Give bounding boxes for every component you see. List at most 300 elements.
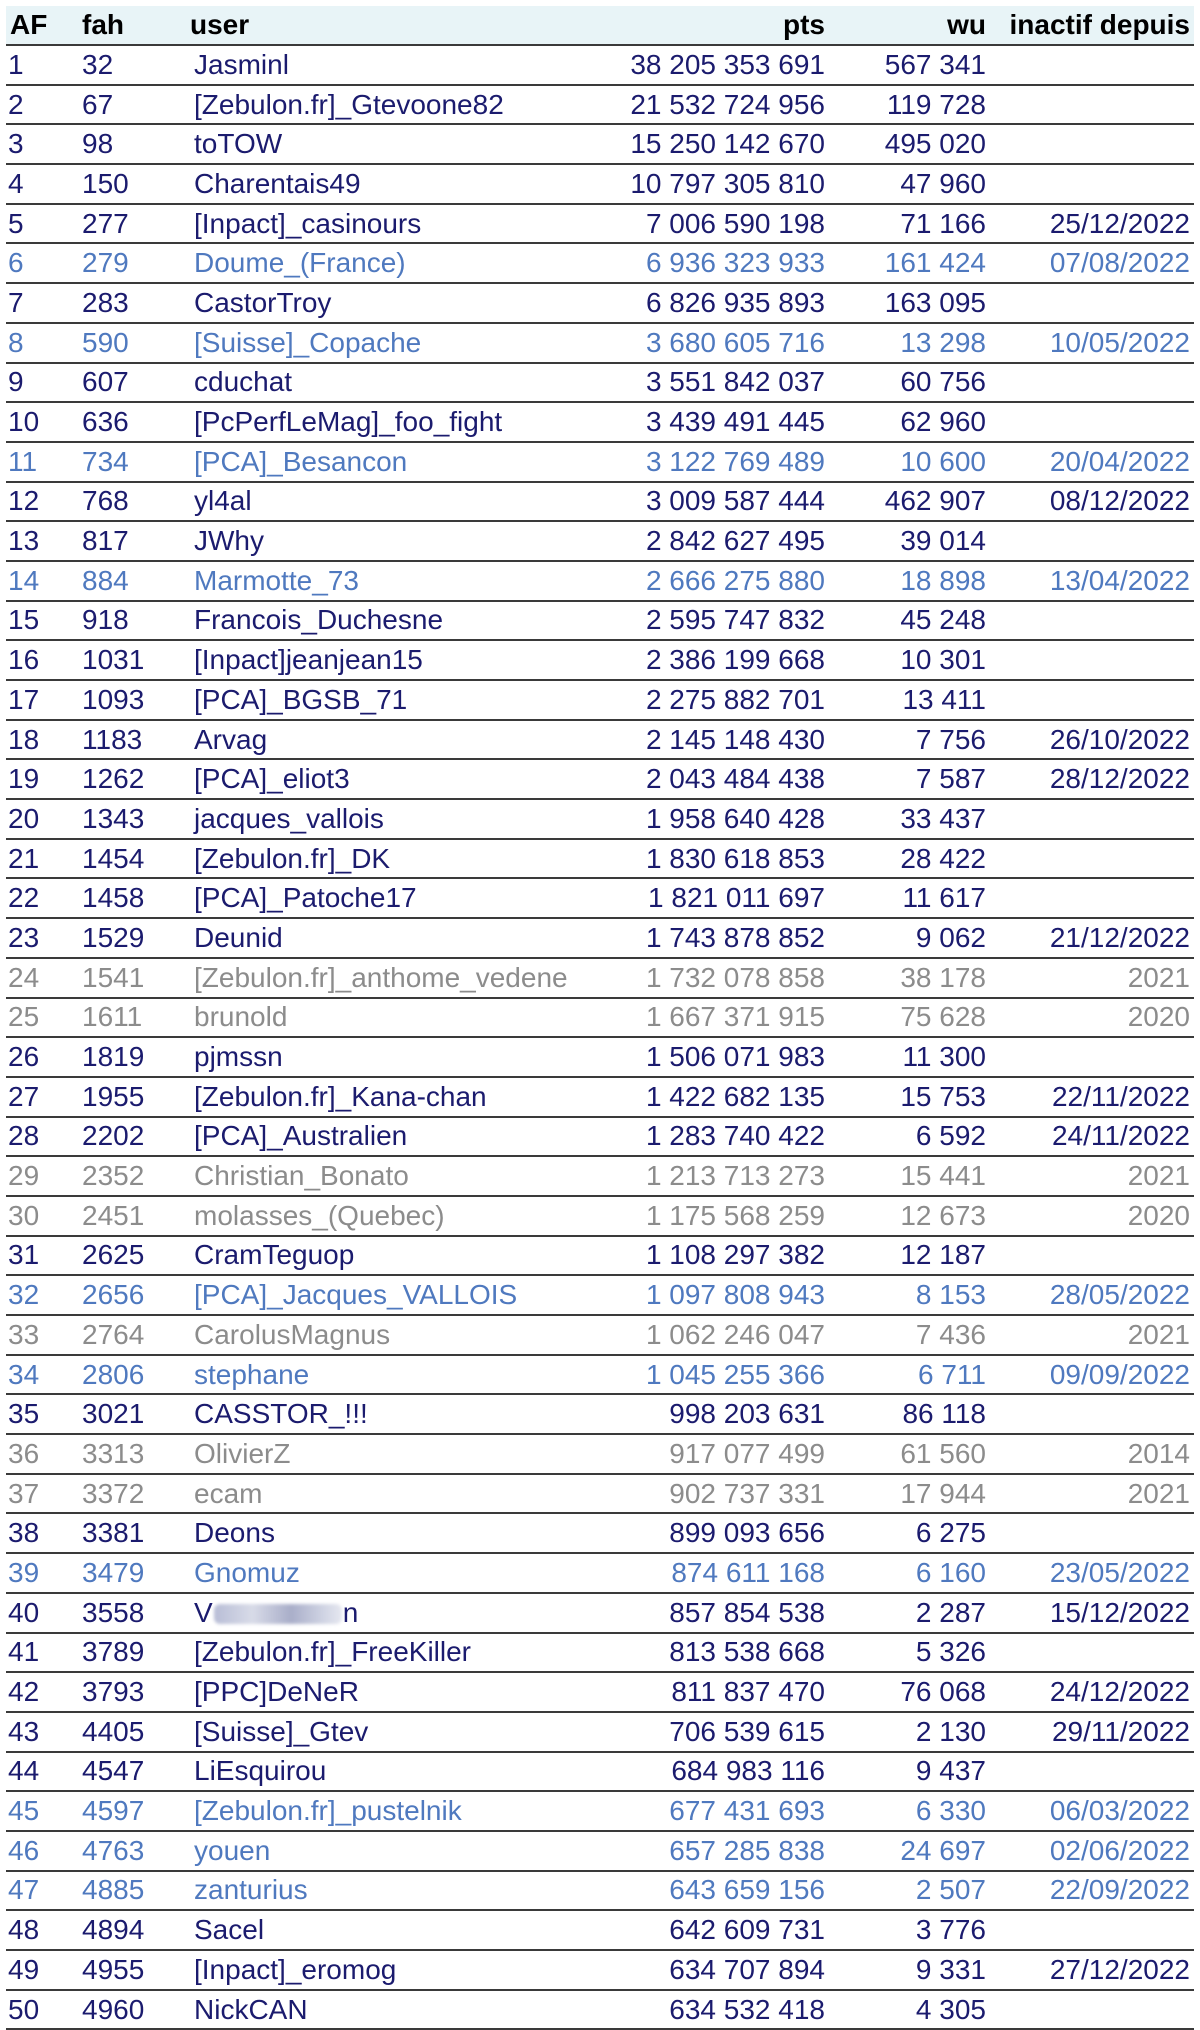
cell-af: 18 [6,720,78,760]
cell-fah: 277 [78,204,186,244]
cell-wu: 4 305 [829,1990,990,2030]
cell-inactive-since [990,363,1194,403]
cell-inactive-since: 15/12/2022 [990,1593,1194,1633]
table-row [6,1196,1194,1236]
cell-user: [PPC]DeNeR [186,1672,584,1712]
cell-fah: 98 [78,124,186,164]
cell-user: pjmssn [186,1037,584,1077]
cell-fah: 4405 [78,1712,186,1752]
cell-user: Marmotte_73 [186,561,584,601]
cell-user: [Inpact]jeanjean15 [186,640,584,680]
cell-user: LiEsquirou [186,1752,584,1792]
cell-fah: 607 [78,363,186,403]
cell-user: Doume_(France) [186,243,584,283]
table-row [6,402,1194,442]
cell-fah: 4885 [78,1871,186,1911]
cell-wu: 2 130 [829,1712,990,1752]
cell-fah: 3789 [78,1633,186,1673]
cell-pts: 1 821 011 697 [584,878,829,918]
cell-inactive-since: 26/10/2022 [990,720,1194,760]
cell-wu: 163 095 [829,283,990,323]
cell-user: [Zebulon.fr]_Gtevoone82 [186,85,584,125]
cell-fah: 1262 [78,759,186,799]
cell-pts: 1 045 255 366 [584,1355,829,1395]
cell-af: 2 [6,85,78,125]
cell-fah: 4547 [78,1752,186,1792]
cell-af: 11 [6,442,78,482]
cell-af: 13 [6,521,78,561]
cell-user: OlivierZ [186,1434,584,1474]
cell-af: 5 [6,204,78,244]
table-row [6,1990,1194,2030]
table-row [6,363,1194,403]
cell-wu: 9 331 [829,1950,990,1990]
cell-af: 21 [6,839,78,879]
table-row [6,1077,1194,1117]
col-header-fah: fah [78,6,186,45]
cell-af: 6 [6,243,78,283]
cell-inactive-since [990,640,1194,680]
cell-af: 40 [6,1593,78,1633]
cell-inactive-since [990,680,1194,720]
cell-user: Sacel [186,1910,584,1950]
cell-pts: 7 006 590 198 [584,204,829,244]
cell-wu: 462 907 [829,482,990,522]
cell-user: Francois_Duchesne [186,601,584,641]
table-row [6,1831,1194,1871]
cell-pts: 2 145 148 430 [584,720,829,760]
table-row [6,601,1194,641]
cell-af: 12 [6,482,78,522]
cell-inactive-since [990,1910,1194,1950]
cell-af: 1 [6,45,78,85]
username-visible-prefix: V [194,1596,213,1628]
cell-wu: 71 166 [829,204,990,244]
col-header-user: user [186,6,584,45]
cell-pts: 6 936 323 933 [584,243,829,283]
cell-af: 28 [6,1117,78,1157]
cell-fah: 1454 [78,839,186,879]
cell-af: 42 [6,1672,78,1712]
ranking-rows [6,45,1194,2029]
cell-user: cduchat [186,363,584,403]
cell-inactive-since: 2020 [990,998,1194,1038]
cell-user: Deunid [186,918,584,958]
cell-user: CastorTroy [186,283,584,323]
table-row [6,164,1194,204]
col-header-wu: wu [829,6,990,45]
cell-fah: 3313 [78,1434,186,1474]
cell-wu: 9 437 [829,1752,990,1792]
cell-inactive-since [990,1990,1194,2030]
table-row [6,799,1194,839]
table-row [6,1474,1194,1514]
cell-wu: 38 178 [829,958,990,998]
cell-pts: 998 203 631 [584,1394,829,1434]
cell-inactive-since: 07/08/2022 [990,243,1194,283]
cell-wu: 567 341 [829,45,990,85]
cell-inactive-since [990,601,1194,641]
cell-af: 37 [6,1474,78,1514]
cell-af: 9 [6,363,78,403]
cell-fah: 1093 [78,680,186,720]
cell-pts: 2 666 275 880 [584,561,829,601]
cell-wu: 62 960 [829,402,990,442]
cell-inactive-since: 06/03/2022 [990,1791,1194,1831]
cell-pts: 1 667 371 915 [584,998,829,1038]
cell-inactive-since: 24/12/2022 [990,1672,1194,1712]
cell-pts: 1 743 878 852 [584,918,829,958]
cell-user: [PCA]_BGSB_71 [186,680,584,720]
cell-fah: 1458 [78,878,186,918]
cell-wu: 13 411 [829,680,990,720]
table-row [6,958,1194,998]
cell-pts: 811 837 470 [584,1672,829,1712]
cell-af: 49 [6,1950,78,1990]
cell-af: 46 [6,1831,78,1871]
cell-user: NickCAN [186,1990,584,2030]
cell-pts: 1 732 078 858 [584,958,829,998]
cell-inactive-since [990,1394,1194,1434]
cell-user: youen [186,1831,584,1871]
cell-fah: 4960 [78,1990,186,2030]
cell-af: 44 [6,1752,78,1792]
cell-af: 15 [6,601,78,641]
cell-pts: 642 609 731 [584,1910,829,1950]
cell-af: 50 [6,1990,78,2030]
table-row [6,45,1194,85]
table-row [6,998,1194,1038]
cell-fah: 2202 [78,1117,186,1157]
table-row [6,1236,1194,1276]
table-row [6,1156,1194,1196]
table-row [6,640,1194,680]
col-header-inactive-since: inactif depuis [990,6,1194,45]
cell-pts: 813 538 668 [584,1633,829,1673]
cell-user: [Inpact]_casinours [186,204,584,244]
redaction-blur [214,1604,342,1624]
cell-wu: 9 062 [829,918,990,958]
cell-inactive-since: 28/05/2022 [990,1275,1194,1315]
cell-fah: 4763 [78,1831,186,1871]
cell-inactive-since [990,124,1194,164]
cell-pts: 1 283 740 422 [584,1117,829,1157]
cell-pts: 1 506 071 983 [584,1037,829,1077]
cell-inactive-since: 21/12/2022 [990,918,1194,958]
cell-fah: 3479 [78,1553,186,1593]
cell-user: CASSTOR_!!! [186,1394,584,1434]
cell-af: 25 [6,998,78,1038]
cell-inactive-since: 22/09/2022 [990,1871,1194,1911]
cell-pts: 634 532 418 [584,1990,829,2030]
cell-user: jacques_vallois [186,799,584,839]
cell-pts: 899 093 656 [584,1513,829,1553]
cell-fah: 734 [78,442,186,482]
cell-pts: 1 108 297 382 [584,1236,829,1276]
cell-inactive-since: 13/04/2022 [990,561,1194,601]
cell-af: 20 [6,799,78,839]
col-header-pts: pts [584,6,829,45]
cell-fah: 4955 [78,1950,186,1990]
cell-user: brunold [186,998,584,1038]
cell-pts: 917 077 499 [584,1434,829,1474]
cell-pts: 706 539 615 [584,1712,829,1752]
cell-inactive-since [990,1236,1194,1276]
table-row [6,283,1194,323]
cell-user: [Inpact]_eromog [186,1950,584,1990]
cell-pts: 3 551 842 037 [584,363,829,403]
cell-pts: 2 842 627 495 [584,521,829,561]
cell-fah: 768 [78,482,186,522]
cell-user: [PCA]_eliot3 [186,759,584,799]
cell-inactive-since: 09/09/2022 [990,1355,1194,1395]
cell-af: 31 [6,1236,78,1276]
cell-fah: 283 [78,283,186,323]
cell-af: 39 [6,1553,78,1593]
cell-user: [PCA]_Jacques_VALLOIS [186,1275,584,1315]
cell-wu: 11 300 [829,1037,990,1077]
table-row [6,1037,1194,1077]
cell-af: 35 [6,1394,78,1434]
table-row [6,680,1194,720]
cell-af: 33 [6,1315,78,1355]
table-row [6,323,1194,363]
cell-pts: 657 285 838 [584,1831,829,1871]
cell-fah: 2656 [78,1275,186,1315]
cell-inactive-since [990,1037,1194,1077]
cell-fah: 1819 [78,1037,186,1077]
cell-inactive-since: 24/11/2022 [990,1117,1194,1157]
cell-user: [PCA]_Besancon [186,442,584,482]
table-row [6,839,1194,879]
cell-fah: 3381 [78,1513,186,1553]
table-row [6,204,1194,244]
cell-fah: 3558 [78,1593,186,1633]
cell-fah: 3793 [78,1672,186,1712]
cell-user: JWhy [186,521,584,561]
cell-inactive-since: 23/05/2022 [990,1553,1194,1593]
cell-wu: 76 068 [829,1672,990,1712]
table-row [6,442,1194,482]
cell-pts: 3 439 491 445 [584,402,829,442]
cell-user: Arvag [186,720,584,760]
cell-pts: 2 595 747 832 [584,601,829,641]
cell-inactive-since [990,283,1194,323]
cell-wu: 18 898 [829,561,990,601]
cell-user: [PcPerfLeMag]_foo_fight [186,402,584,442]
cell-fah: 4894 [78,1910,186,1950]
cell-wu: 28 422 [829,839,990,879]
cell-fah: 2352 [78,1156,186,1196]
cell-fah: 1343 [78,799,186,839]
cell-user: [Zebulon.fr]_pustelnik [186,1791,584,1831]
cell-af: 29 [6,1156,78,1196]
cell-user: [PCA]_Patoche17 [186,878,584,918]
cell-user: zanturius [186,1871,584,1911]
cell-fah: 884 [78,561,186,601]
cell-inactive-since: 2021 [990,958,1194,998]
cell-af: 32 [6,1275,78,1315]
cell-inactive-since: 22/11/2022 [990,1077,1194,1117]
cell-pts: 1 097 808 943 [584,1275,829,1315]
cell-af: 16 [6,640,78,680]
cell-inactive-since: 25/12/2022 [990,204,1194,244]
cell-af: 36 [6,1434,78,1474]
cell-af: 14 [6,561,78,601]
username-visible-suffix: n [342,1596,359,1628]
cell-user: Christian_Bonato [186,1156,584,1196]
cell-wu: 6 711 [829,1355,990,1395]
cell-wu: 12 187 [829,1236,990,1276]
cell-fah: 150 [78,164,186,204]
cell-wu: 61 560 [829,1434,990,1474]
cell-wu: 2 507 [829,1871,990,1911]
cell-inactive-since [990,1752,1194,1792]
table-row [6,918,1194,958]
cell-wu: 45 248 [829,601,990,641]
table-row [6,1593,1194,1633]
cell-af: 48 [6,1910,78,1950]
cell-inactive-since: 10/05/2022 [990,323,1194,363]
cell-wu: 161 424 [829,243,990,283]
table-row [6,720,1194,760]
cell-fah: 2625 [78,1236,186,1276]
cell-user: Charentais49 [186,164,584,204]
cell-fah: 1529 [78,918,186,958]
cell-wu: 86 118 [829,1394,990,1434]
cell-af: 45 [6,1791,78,1831]
cell-pts: 1 830 618 853 [584,839,829,879]
cell-inactive-since: 2021 [990,1156,1194,1196]
cell-user: [Suisse]_Gtev [186,1712,584,1752]
cell-inactive-since [990,402,1194,442]
table-row [6,1434,1194,1474]
cell-inactive-since: 27/12/2022 [990,1950,1194,1990]
table-row [6,124,1194,164]
cell-af: 7 [6,283,78,323]
cell-pts: 1 422 682 135 [584,1077,829,1117]
cell-wu: 495 020 [829,124,990,164]
cell-inactive-since: 02/06/2022 [990,1831,1194,1871]
cell-af: 26 [6,1037,78,1077]
cell-inactive-since [990,45,1194,85]
cell-pts: 677 431 693 [584,1791,829,1831]
cell-fah: 2764 [78,1315,186,1355]
table-row [6,1712,1194,1752]
cell-user: CramTeguop [186,1236,584,1276]
cell-wu: 12 673 [829,1196,990,1236]
cell-inactive-since: 29/11/2022 [990,1712,1194,1752]
ranking-table [6,6,1194,2030]
cell-inactive-since: 20/04/2022 [990,442,1194,482]
table-row [6,759,1194,799]
cell-af: 41 [6,1633,78,1673]
table-row [6,1117,1194,1157]
cell-pts: 902 737 331 [584,1474,829,1514]
cell-pts: 2 043 484 438 [584,759,829,799]
cell-af: 27 [6,1077,78,1117]
cell-wu: 15 753 [829,1077,990,1117]
table-row [6,1871,1194,1911]
cell-pts: 634 707 894 [584,1950,829,1990]
cell-pts: 21 532 724 956 [584,85,829,125]
cell-wu: 11 617 [829,878,990,918]
cell-wu: 39 014 [829,521,990,561]
cell-inactive-since: 2021 [990,1315,1194,1355]
cell-pts: 1 958 640 428 [584,799,829,839]
cell-pts: 1 213 713 273 [584,1156,829,1196]
table-row [6,1394,1194,1434]
table-row [6,878,1194,918]
cell-fah: 1541 [78,958,186,998]
cell-fah: 636 [78,402,186,442]
cell-wu: 47 960 [829,164,990,204]
cell-wu: 13 298 [829,323,990,363]
cell-inactive-since: 08/12/2022 [990,482,1194,522]
cell-wu: 6 330 [829,1791,990,1831]
cell-fah: 1031 [78,640,186,680]
cell-inactive-since [990,1633,1194,1673]
cell-wu: 2 287 [829,1593,990,1633]
cell-inactive-since: 2020 [990,1196,1194,1236]
cell-wu: 6 275 [829,1513,990,1553]
cell-af: 38 [6,1513,78,1553]
cell-wu: 17 944 [829,1474,990,1514]
cell-fah: 2806 [78,1355,186,1395]
table-row [6,1950,1194,1990]
table-row [6,1275,1194,1315]
cell-wu: 6 592 [829,1117,990,1157]
cell-wu: 8 153 [829,1275,990,1315]
cell-af: 24 [6,958,78,998]
cell-pts: 38 205 353 691 [584,45,829,85]
cell-user: ecam [186,1474,584,1514]
cell-inactive-since [990,878,1194,918]
header-row [6,6,1194,45]
cell-fah: 67 [78,85,186,125]
table-row [6,1910,1194,1950]
cell-fah: 279 [78,243,186,283]
cell-user: [Zebulon.fr]_Kana-chan [186,1077,584,1117]
table-row [6,1553,1194,1593]
cell-pts: 10 797 305 810 [584,164,829,204]
cell-user: stephane [186,1355,584,1395]
cell-inactive-since [990,85,1194,125]
cell-fah: 3021 [78,1394,186,1434]
table-row [6,521,1194,561]
cell-af: 4 [6,164,78,204]
cell-pts: 857 854 538 [584,1593,829,1633]
cell-user: [Zebulon.fr]_FreeKiller [186,1633,584,1673]
cell-af: 8 [6,323,78,363]
cell-pts: 6 826 935 893 [584,283,829,323]
cell-wu: 7 436 [829,1315,990,1355]
table-row [6,85,1194,125]
cell-inactive-since [990,521,1194,561]
cell-wu: 7 756 [829,720,990,760]
cell-wu: 75 628 [829,998,990,1038]
cell-pts: 1 175 568 259 [584,1196,829,1236]
cell-af: 17 [6,680,78,720]
cell-wu: 24 697 [829,1831,990,1871]
cell-user [186,1593,584,1633]
cell-inactive-since [990,839,1194,879]
table-row [6,1752,1194,1792]
cell-user: toTOW [186,124,584,164]
cell-inactive-since: 2021 [990,1474,1194,1514]
cell-inactive-since [990,1513,1194,1553]
cell-wu: 10 301 [829,640,990,680]
